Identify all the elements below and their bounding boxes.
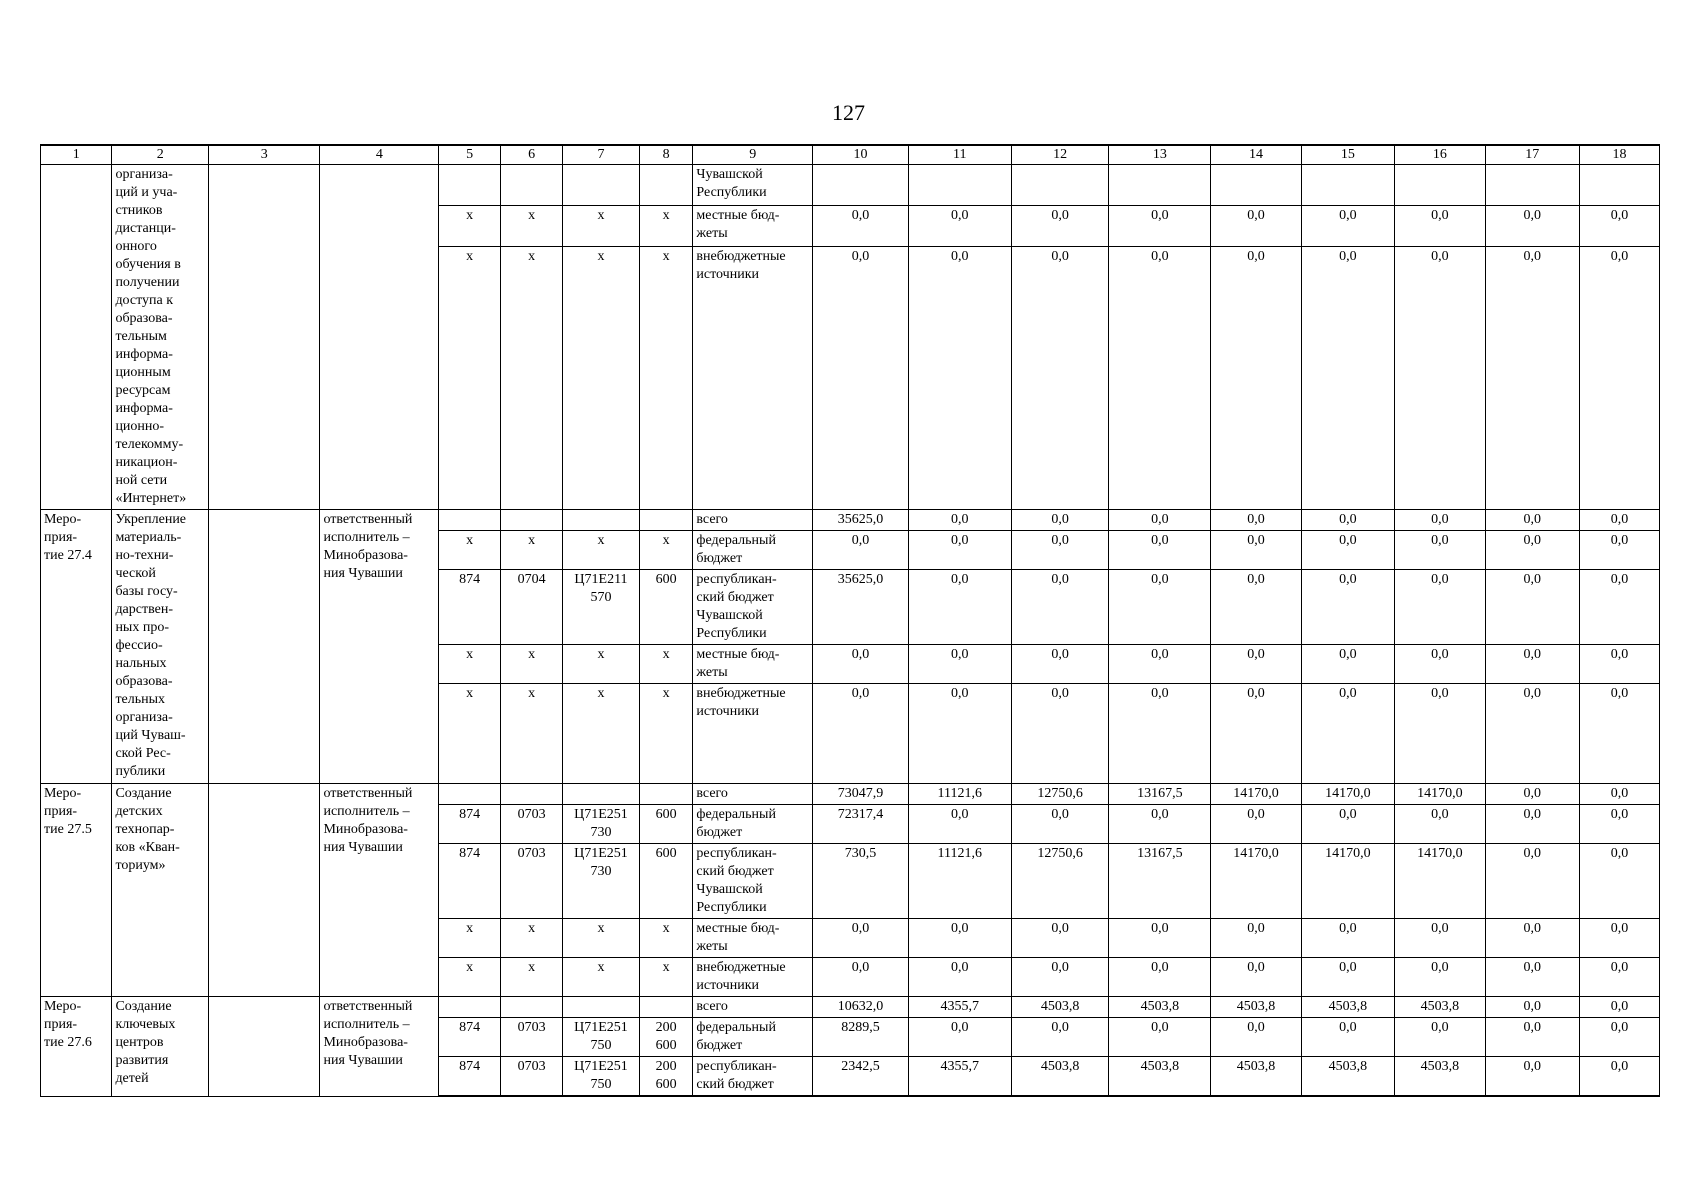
year-value: 12750,6 [1011,784,1109,805]
measure-name: Создание ключевых центров развития детей [112,997,209,1097]
year-value: 0,0 [1109,805,1211,844]
expense-type: х [639,919,693,958]
year-value: 0,0 [1395,531,1485,570]
year-value: 0,0 [1109,510,1211,531]
year-value: 0,0 [1395,206,1485,247]
year-value: 0,0 [1211,1018,1301,1057]
year-value: 2342,5 [813,1057,909,1097]
grbs-code: х [439,247,501,510]
year-value: 0,0 [908,958,1011,997]
col-header: 15 [1301,145,1395,165]
target-article: х [563,684,640,784]
page-number: 127 [832,100,865,125]
year-value: 0,0 [908,919,1011,958]
target-article [563,510,640,531]
year-value: 0,0 [1011,570,1109,645]
col-header: 17 [1485,145,1580,165]
year-value: 0,0 [908,510,1011,531]
year-value: 10632,0 [813,997,909,1018]
target-article: х [563,645,640,684]
expense-type [639,784,693,805]
expense-type: х [639,958,693,997]
year-value: 4503,8 [1211,997,1301,1018]
year-value [1485,165,1580,206]
year-value: 14170,0 [1211,784,1301,805]
year-value: 0,0 [1109,531,1211,570]
target-article: Ц71Е251 750 [563,1057,640,1097]
target-article: Ц71Е211 570 [563,570,640,645]
expense-type: х [639,531,693,570]
year-value: 0,0 [1580,1018,1660,1057]
year-value: 0,0 [908,1018,1011,1057]
year-value: 0,0 [1395,958,1485,997]
section-code: х [501,206,563,247]
col-header: 16 [1395,145,1485,165]
expense-type: 600 [639,570,693,645]
year-value: 0,0 [1395,645,1485,684]
grbs-code: х [439,684,501,784]
col-header: 10 [813,145,909,165]
expense-type: х [639,684,693,784]
year-value: 0,0 [1109,684,1211,784]
year-value: 0,0 [1580,958,1660,997]
year-value: 0,0 [1485,919,1580,958]
year-value: 0,0 [1211,919,1301,958]
year-value: 4503,8 [1211,1057,1301,1097]
year-value: 0,0 [1211,510,1301,531]
col-header: 2 [112,145,209,165]
section-code: х [501,684,563,784]
table-row [41,784,1660,805]
year-value: 0,0 [1395,684,1485,784]
year-value: 0,0 [908,570,1011,645]
year-value: 0,0 [1109,958,1211,997]
year-value: 13167,5 [1109,784,1211,805]
year-value: 0,0 [1485,997,1580,1018]
funding-source: федеральный бюджет [693,1018,813,1057]
year-value: 0,0 [1301,684,1395,784]
year-value [1395,165,1485,206]
col-header: 13 [1109,145,1211,165]
year-value: 0,0 [1485,510,1580,531]
target-article [563,165,640,206]
budget-table [40,144,1660,1097]
year-value: 35625,0 [813,510,909,531]
year-value: 0,0 [1580,531,1660,570]
year-value: 0,0 [1485,570,1580,645]
year-value [1011,165,1109,206]
target-article: Ц71Е251 730 [563,844,640,919]
year-value: 13167,5 [1109,844,1211,919]
year-value: 0,0 [1485,784,1580,805]
funding-source: Чувашской Республики [693,165,813,206]
grbs-code: 874 [439,570,501,645]
responsible-executor: ответственный исполнитель – Минобразова- ния Чувашии [320,784,439,997]
year-value: 4503,8 [1301,997,1395,1018]
year-value: 0,0 [1011,1018,1109,1057]
year-value: 14170,0 [1211,844,1301,919]
year-value: 4503,8 [1395,1057,1485,1097]
year-value: 0,0 [1580,919,1660,958]
year-value: 0,0 [1485,206,1580,247]
year-value: 4503,8 [1011,1057,1109,1097]
expense-type: 600 [639,805,693,844]
grbs-code [439,784,501,805]
col-header: 1 [41,145,112,165]
year-value: 0,0 [1580,805,1660,844]
year-value: 0,0 [1211,958,1301,997]
year-value: 0,0 [908,206,1011,247]
year-value: 0,0 [1011,531,1109,570]
year-value: 0,0 [908,684,1011,784]
expense-type [639,510,693,531]
year-value: 0,0 [1485,958,1580,997]
year-value: 0,0 [1211,531,1301,570]
col-header: 3 [209,145,320,165]
year-value: 0,0 [1211,684,1301,784]
year-value: 0,0 [1580,1057,1660,1097]
col-header: 9 [693,145,813,165]
year-value: 0,0 [908,531,1011,570]
year-value: 0,0 [908,805,1011,844]
year-value: 0,0 [1395,570,1485,645]
funding-source: федеральный бюджет [693,531,813,570]
expense-type: 200 600 [639,1018,693,1057]
section-code: х [501,919,563,958]
year-value: 0,0 [1109,645,1211,684]
year-value: 0,0 [1301,570,1395,645]
col3-empty [209,997,320,1097]
year-value: 0,0 [1301,247,1395,510]
year-value: 11121,6 [908,784,1011,805]
col-header: 6 [501,145,563,165]
grbs-code [439,510,501,531]
table-row [41,997,1660,1018]
funding-source: местные бюд- жеты [693,206,813,247]
year-value: 14170,0 [1301,844,1395,919]
col-header: 14 [1211,145,1301,165]
year-value [1580,165,1660,206]
year-value: 0,0 [1011,206,1109,247]
year-value: 0,0 [1211,247,1301,510]
year-value: 4503,8 [1109,997,1211,1018]
measure-name: организа- ций и уча- стников дистанци- онного обучения в получении доступа к образова- тельным информа- ционным ресурсам информа- ционно- телекомму- никацион- ной сети «Интернет» [112,165,209,510]
year-value: 0,0 [1580,645,1660,684]
grbs-code [439,165,501,206]
col3-empty [209,510,320,784]
expense-type: х [639,206,693,247]
col-header: 7 [563,145,640,165]
year-value: 0,0 [1485,247,1580,510]
target-article [563,784,640,805]
year-value: 0,0 [1011,958,1109,997]
year-value: 0,0 [813,247,909,510]
year-value: 0,0 [1211,206,1301,247]
section-code: 0703 [501,1057,563,1097]
year-value: 0,0 [1301,206,1395,247]
grbs-code: х [439,958,501,997]
year-value [1301,165,1395,206]
year-value: 0,0 [1485,1018,1580,1057]
funding-source: республикан- ский бюджет [693,1057,813,1097]
funding-source: внебюджетные источники [693,247,813,510]
measure-label: Меро- прия- тие 27.4 [41,510,112,784]
year-value: 0,0 [1580,997,1660,1018]
year-value: 0,0 [813,958,909,997]
funding-source: всего [693,784,813,805]
year-value: 0,0 [1211,645,1301,684]
year-value [908,165,1011,206]
year-value: 0,0 [1301,531,1395,570]
year-value [813,165,909,206]
measure-name: Создание детских технопар- ков «Кван- ториум» [112,784,209,997]
expense-type: 600 [639,844,693,919]
grbs-code: 874 [439,1057,501,1097]
year-value: 0,0 [1485,844,1580,919]
year-value: 0,0 [1301,805,1395,844]
year-value: 0,0 [1011,684,1109,784]
year-value: 12750,6 [1011,844,1109,919]
year-value: 730,5 [813,844,909,919]
year-value: 0,0 [1301,645,1395,684]
year-value [1109,165,1211,206]
funding-source: республикан- ский бюджет Чувашской Республики [693,844,813,919]
year-value: 0,0 [813,531,909,570]
expense-type [639,165,693,206]
col-header: 11 [908,145,1011,165]
target-article: Ц71Е251 750 [563,1018,640,1057]
responsible-executor: ответственный исполнитель – Минобразова- ния Чувашии [320,510,439,784]
section-code: 0704 [501,570,563,645]
year-value: 0,0 [1211,570,1301,645]
grbs-code: х [439,645,501,684]
grbs-code: 874 [439,1018,501,1057]
section-code: 0703 [501,805,563,844]
grbs-code: 874 [439,844,501,919]
section-code: х [501,247,563,510]
target-article: х [563,247,640,510]
year-value: 0,0 [1485,531,1580,570]
funding-source: местные бюд- жеты [693,919,813,958]
year-value: 4355,7 [908,997,1011,1018]
year-value: 0,0 [908,645,1011,684]
year-value: 0,0 [1485,645,1580,684]
grbs-code: х [439,206,501,247]
year-value: 0,0 [1395,510,1485,531]
target-article: х [563,919,640,958]
year-value: 0,0 [813,206,909,247]
col-header: 4 [320,145,439,165]
expense-type: 200 600 [639,1057,693,1097]
col-header: 18 [1580,145,1660,165]
funding-source: всего [693,510,813,531]
year-value: 0,0 [1485,805,1580,844]
year-value: 0,0 [1301,510,1395,531]
expense-type: х [639,645,693,684]
section-code [501,784,563,805]
target-article: х [563,206,640,247]
year-value: 0,0 [813,919,909,958]
funding-source: местные бюд- жеты [693,645,813,684]
year-value: 0,0 [1011,510,1109,531]
year-value: 0,0 [1011,919,1109,958]
responsible-executor [320,165,439,510]
expense-type: х [639,247,693,510]
year-value: 72317,4 [813,805,909,844]
section-code: х [501,645,563,684]
year-value: 0,0 [1580,570,1660,645]
section-code: 0703 [501,844,563,919]
year-value: 0,0 [1011,247,1109,510]
year-value: 0,0 [1485,684,1580,784]
year-value: 0,0 [908,247,1011,510]
col-header: 5 [439,145,501,165]
section-code [501,165,563,206]
year-value: 0,0 [1301,919,1395,958]
section-code [501,997,563,1018]
year-value: 0,0 [1580,510,1660,531]
target-article: х [563,958,640,997]
measure-name: Укрепление материаль- но-техни- ческой базы госу- дарствен- ных про- фессио- нальных образова- тельных организа- ций Чуваш- ской Рес- публики [112,510,209,784]
section-code: х [501,958,563,997]
year-value: 0,0 [1395,919,1485,958]
year-value: 4503,8 [1301,1057,1395,1097]
grbs-code: х [439,531,501,570]
year-value: 4355,7 [908,1057,1011,1097]
year-value: 4503,8 [1109,1057,1211,1097]
year-value: 4503,8 [1011,997,1109,1018]
year-value: 0,0 [813,684,909,784]
year-value: 0,0 [1301,1018,1395,1057]
year-value: 0,0 [1580,247,1660,510]
col-header: 8 [639,145,693,165]
year-value: 0,0 [813,645,909,684]
year-value: 0,0 [1485,1057,1580,1097]
col-header: 12 [1011,145,1109,165]
section-code: 0703 [501,1018,563,1057]
col3-empty [209,165,320,510]
target-article [563,997,640,1018]
funding-source: внебюджетные источники [693,684,813,784]
year-value: 0,0 [1109,1018,1211,1057]
year-value: 0,0 [1580,206,1660,247]
target-article: Ц71Е251 730 [563,805,640,844]
year-value: 14170,0 [1395,784,1485,805]
year-value: 0,0 [1011,645,1109,684]
year-value: 11121,6 [908,844,1011,919]
year-value [1211,165,1301,206]
year-value: 0,0 [1580,684,1660,784]
responsible-executor: ответственный исполнитель – Минобразова- ния Чувашии [320,997,439,1097]
grbs-code [439,997,501,1018]
measure-label: Меро- прия- тие 27.6 [41,997,112,1097]
grbs-code: 874 [439,805,501,844]
section-code [501,510,563,531]
year-value: 0,0 [1109,247,1211,510]
year-value: 0,0 [1580,844,1660,919]
measure-label: Меро- прия- тие 27.5 [41,784,112,997]
table-row [41,165,1660,206]
year-value: 0,0 [1395,247,1485,510]
year-value: 0,0 [1011,805,1109,844]
year-value: 35625,0 [813,570,909,645]
year-value: 8289,5 [813,1018,909,1057]
year-value: 0,0 [1301,958,1395,997]
expense-type [639,997,693,1018]
year-value: 4503,8 [1395,997,1485,1018]
funding-source: всего [693,997,813,1018]
year-value: 14170,0 [1301,784,1395,805]
year-value: 73047,9 [813,784,909,805]
year-value: 0,0 [1395,1018,1485,1057]
year-value: 0,0 [1109,919,1211,958]
funding-source: внебюджетные источники [693,958,813,997]
header-row [41,145,1660,165]
year-value: 0,0 [1211,805,1301,844]
year-value: 14170,0 [1395,844,1485,919]
target-article: х [563,531,640,570]
year-value: 0,0 [1109,206,1211,247]
measure-label [41,165,112,510]
year-value: 0,0 [1580,784,1660,805]
grbs-code: х [439,919,501,958]
funding-source: республикан- ский бюджет Чувашской Республики [693,570,813,645]
table-row [41,510,1660,531]
section-code: х [501,531,563,570]
col3-empty [209,784,320,997]
year-value: 0,0 [1395,805,1485,844]
funding-source: федеральный бюджет [693,805,813,844]
year-value: 0,0 [1109,570,1211,645]
